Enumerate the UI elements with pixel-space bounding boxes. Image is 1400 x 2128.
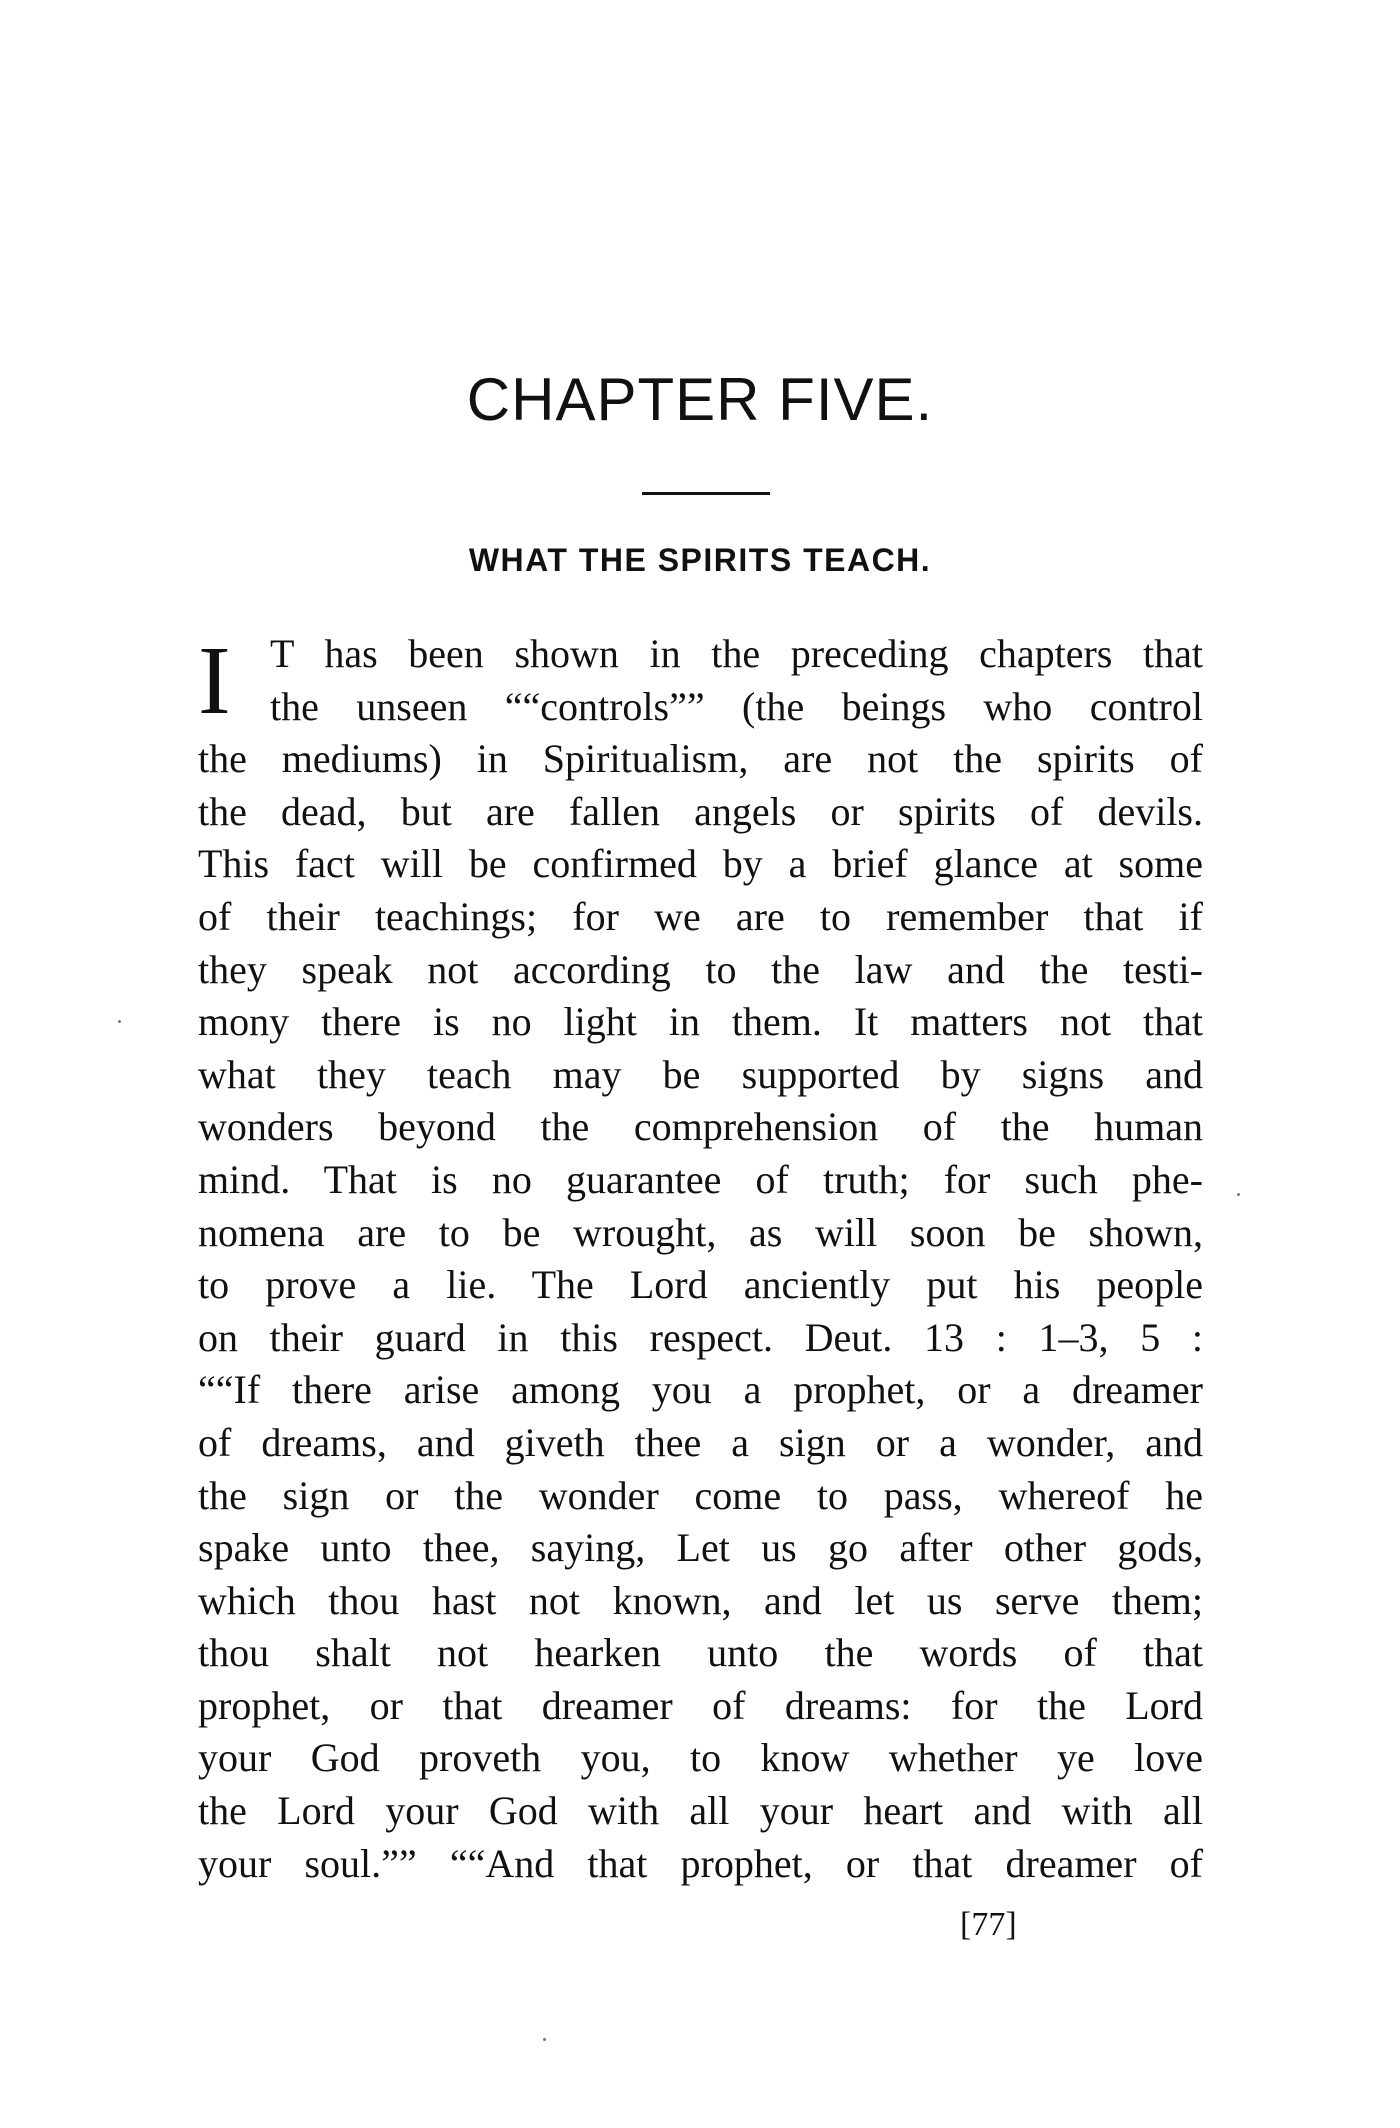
text-line: the mediums) in Spiritualism, are not the spirits of [198, 736, 1203, 782]
text-line: mind. That is no guarantee of truth; for such phe- [198, 1156, 1203, 1202]
text-line: spake unto thee, saying, Let us go after other gods, [198, 1525, 1203, 1571]
text-line: of their teachings; for we are to remember that if [198, 893, 1203, 939]
text-line: on their guard in this respect. Deut. 13 : 1–3, 5 : [198, 1314, 1203, 1360]
scan-speck [543, 2038, 546, 2041]
scan-speck [118, 1020, 121, 1023]
text-line: to prove a lie. The Lord anciently put his people [198, 1262, 1203, 1308]
text-line: the Lord your God with all your heart and with all [198, 1788, 1203, 1834]
page-number: [77] [960, 1906, 1017, 1943]
text-line: prophet, or that dreamer of dreams: for the Lord [198, 1682, 1203, 1728]
text-line: mony there is no light in them. It matters not that [198, 999, 1203, 1045]
title-divider [642, 492, 770, 495]
text-line: your soul.”” ““And that prophet, or that dreamer of [198, 1840, 1203, 1886]
text-line: the unseen ““controls”” (the beings who control [270, 683, 1203, 729]
body-text [198, 628, 1203, 1890]
text-line: wonders beyond the comprehension of the human [198, 1104, 1203, 1150]
scan-speck [1237, 1193, 1240, 1196]
chapter-title: CHAPTER FIVE. [466, 366, 934, 433]
text-line: This fact will be confirmed by a brief glance at some [198, 841, 1203, 887]
text-line: thou shalt not hearken unto the words of that [198, 1630, 1203, 1676]
text-line: your God proveth you, to know whether ye love [198, 1735, 1203, 1781]
text-line: T has been shown in the preceding chapters that [270, 631, 1203, 676]
text-line: nomena are to be wrought, as will soon be shown, [198, 1209, 1203, 1255]
text-line: ““If there arise among you a prophet, or a dreamer [198, 1367, 1203, 1413]
section-heading: WHAT THE SPIRITS TEACH. [468, 542, 932, 578]
text-line: they speak not according to the law and the testi- [198, 946, 1203, 992]
text-line: of dreams, and giveth thee a sign or a wonder, and [198, 1419, 1203, 1465]
text-line: the dead, but are fallen angels or spirits of devils. [198, 788, 1203, 834]
drop-cap: I [198, 627, 231, 735]
text-line: what they teach may be supported by signs and [198, 1051, 1203, 1097]
text-line: which thou hast not known, and let us serve them; [198, 1577, 1203, 1623]
text-line: the sign or the wonder come to pass, whereof he [198, 1472, 1203, 1518]
